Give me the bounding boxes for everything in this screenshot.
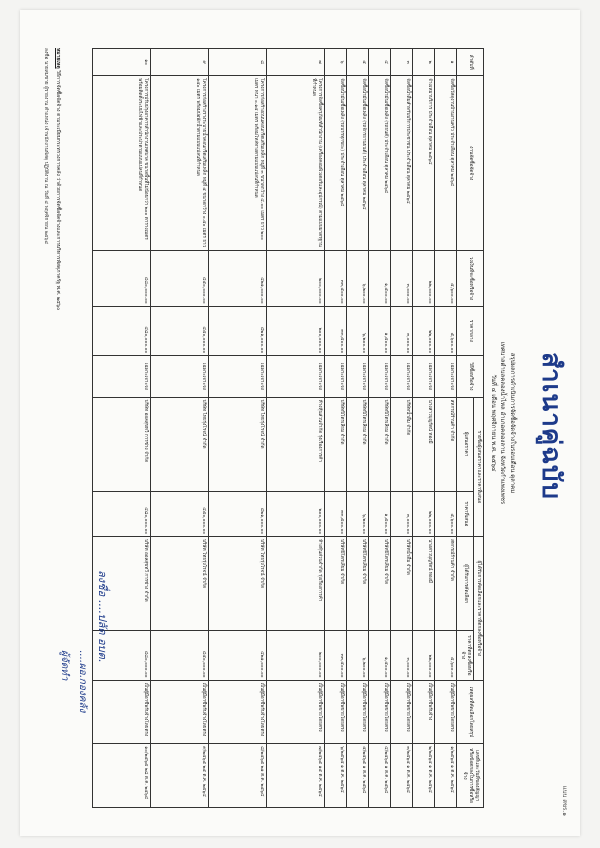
- col-bidders: รายชื่อผู้เสนอราคาและราคาที่เสนอ: [473, 397, 483, 536]
- cell-win-price: ๒๒,๐๐๐.๐๐: [412, 631, 434, 681]
- cell-median: ๒๐๐,๐๐๐.๐๐: [266, 306, 324, 356]
- cell-bid-price: ๒๐๐,๐๐๐.๐๐: [266, 491, 324, 536]
- cell-budget: ๒๐๐,๐๐๐.๐๐: [266, 251, 324, 307]
- cell-bidder: บริษัท ออลสุขทวี การช่าง จำกัด: [92, 397, 150, 491]
- cell-bidder: บริษัทปิโตรเลียม จำกัด: [324, 397, 346, 491]
- cell-median: ๑,๕๐๐.๐๐: [368, 306, 390, 356]
- cell-method: เฉพาะเจาะจง: [346, 356, 368, 397]
- table-row: [412, 49, 434, 808]
- cell-reason: เป็นผู้มีอาชีพขายโดยตรง: [324, 680, 346, 744]
- cell-contract: ๘/๒๕๖๕ ๒๑ ต.ค. ๒๕๖๔: [208, 744, 266, 808]
- cell-item: จัดซื้อวัสดุงานบ้านงานครัว ประจำเดือน ตุลาคม ๒๕๖๔: [434, 76, 456, 251]
- cell-seq: ๘: [208, 49, 266, 76]
- cell-seq: ๓: [390, 49, 412, 76]
- cell-winner: บริษัทปิโตรเลียม จำกัด: [368, 537, 390, 631]
- cell-method: เฉพาะเจาะจง: [150, 356, 208, 397]
- cell-median: ๖,๒๐๐.๐๐: [346, 306, 368, 356]
- cell-win-price: ๓,๐๐๐.๐๐: [390, 631, 412, 681]
- cell-contract: ๓/๒๕๖๕ ๑ ต.ค. ๒๕๖๔: [390, 744, 412, 808]
- cell-bid-price: ๓๓,๕๐๐.๐๐: [324, 491, 346, 536]
- cell-seq: ๔: [368, 49, 390, 76]
- cell-budget: ๕,๖๐๐.๐๐: [434, 251, 456, 307]
- table-row: [368, 49, 390, 808]
- cell-winner: บริษัทปิโตรเลียม จำกัด: [346, 537, 368, 631]
- cell-method: เฉพาะเจาะจง: [324, 356, 346, 397]
- document-sheet: [20, 10, 580, 836]
- cell-bid-price: ๖,๒๐๐.๐๐: [346, 491, 368, 536]
- col-reason: เหตุผลที่คัดเลือกโดยสรุป: [456, 680, 483, 744]
- cell-contract: ๗/๒๕๖๕ ๑๕ ต.ค. ๒๕๖๔: [266, 744, 324, 808]
- cell-budget: ๖,๒๐๐.๐๐: [346, 251, 368, 307]
- cell-item: จัดซื้อน้ำดื่มสำหรับบริการประชาชน ประจำเดือน ตุลาคม ๒๕๖๔: [390, 76, 412, 251]
- cell-method: เฉพาะเจาะจง: [412, 356, 434, 397]
- cell-seq: ๙: [150, 49, 208, 76]
- cell-seq: ๒: [412, 49, 434, 76]
- cell-method: เฉพาะเจาะจง: [434, 356, 456, 397]
- table-row: [390, 49, 412, 808]
- cell-bid-price: ๒๒,๐๐๐.๐๐: [412, 491, 434, 536]
- col-bidder-name: ผู้เสนอราคา: [456, 397, 473, 491]
- cell-bidder: นางสาวบุญรัตน์ ทองมี: [412, 397, 434, 491]
- table-row: [208, 49, 266, 808]
- col-win-price: ราคาที่ตกลงซื้อหรือจ้าง: [456, 631, 473, 681]
- table-row: [346, 49, 368, 808]
- cell-win-price: ๖,๒๐๐.๐๐: [346, 631, 368, 681]
- cell-winner: บริษัทปิโตรเลียม จำกัด: [324, 537, 346, 631]
- cell-item: จัดซื้อน้ำมันเชื้อเพลิง (รถยนต์) ประจำเดือน ตุลาคม ๒๕๖๔: [368, 76, 390, 251]
- footer-line: ลงชื่อ นายสมชาย ผู้รายงาน ตำแหน่ง เจ้าพนักงานพัสดุ ปฏิบัติงาน ณ วันที่ ๔ พฤศจิกายน ๒๕๖๔: [43, 48, 48, 245]
- col-seq: ลำดับที่: [456, 49, 483, 76]
- table-row: [324, 49, 346, 808]
- col-contract: เลขที่และวันที่ของสัญญาหรือข้อตกลงในการซื้อหรือจ้าง: [456, 744, 483, 808]
- cell-win-price: ๔๒๑,๐๐๐.๐๐: [208, 631, 266, 681]
- cell-median: ๒๒,๐๐๐.๐๐: [412, 306, 434, 356]
- cell-bidder: บริษัทปิโตรเลียม จำกัด: [346, 397, 368, 491]
- table-row: [92, 49, 150, 808]
- cell-bidder: สหกรณ์ร้านค้า จำกัด: [434, 397, 456, 491]
- report-date: วันที่ ๔ เดือน พฤศจิกายน พ.ศ. ๒๕๖๔: [490, 374, 497, 472]
- summary-title: สรุปผลการดำเนินการจัดซื้อจัดจ้างในรอบเดือน ตุลาคม: [509, 352, 516, 494]
- cell-median: ๕,๖๐๐.๐๐: [434, 306, 456, 356]
- cell-contract: ๕/๒๕๖๕ ๑ ต.ค. ๒๕๖๔: [346, 744, 368, 808]
- cell-win-price: ๕,๖๐๐.๐๐: [434, 631, 456, 681]
- table-body: [92, 49, 456, 808]
- cell-method: เฉพาะเจาะจง: [368, 356, 390, 397]
- cell-median: ๔๒๑,๐๐๐.๐๐: [208, 306, 266, 356]
- cell-budget: ๓,๐๐๐.๐๐: [390, 251, 412, 307]
- cell-reason: เป็นผู้มีอาชีพขายโดยตรง: [266, 680, 324, 744]
- note: [54, 48, 62, 310]
- cell-method: เฉพาะเจาะจง: [208, 356, 266, 397]
- cell-reason: เป็นผู้มีอาชีพขายโดยตรง: [434, 680, 456, 744]
- cell-item: โครงการก่อสร้างถนนคอนกรีตเสริมเหล็ก หมู่ที่ ๓ ขนาดกว้าง ๔.๐๐ เมตร ยาว ๒๐๐ เมตร หนา ๐.๑๕ เมตร พร้อมไหล่ทางตามแบบแปลนที่กำหนด: [208, 76, 266, 251]
- col-winner: ผู้ได้รับการคัดเลือกและราคาที่ตกลงซื้อหรือจ้าง: [473, 537, 483, 681]
- cell-reason: เป็นผู้มีอาชีพรับจ้าง: [412, 680, 434, 744]
- cell-win-price: ๔๘๐,๐๐๐.๐๐: [92, 631, 150, 681]
- cell-bid-price: ๔๘๐,๐๐๐.๐๐: [92, 491, 150, 536]
- cell-bid-price: ๓,๐๐๐.๐๐: [390, 491, 412, 536]
- cell-bidder: ห้างหุ้นส่วนจำกัด รุ่งเรืองการค้า: [266, 397, 324, 491]
- col-method: วิธีซื้อหรือจ้าง: [456, 356, 483, 397]
- cell-item: โครงการปรับปรุงอาคารสำนักงานเทศบาล ขนาดพื้นที่ไม่น้อยกว่า ๒๐๐ ตารางเมตร พร้อมติดตั้งระบบไฟฟ้าและประปาตามแบบแปลนที่กำหนด: [92, 76, 150, 251]
- cell-winner: ห้างหุ้นส่วนจำกัด รุ่งเรืองการค้า: [266, 537, 324, 631]
- cell-method: เฉพาะเจาะจง: [390, 356, 412, 397]
- cell-seq: ๗: [266, 49, 324, 76]
- cell-winner: บริษัท ไทยรุ่งโรจน์ จำกัด: [150, 537, 208, 631]
- procurement-table: [92, 48, 484, 808]
- cell-contract: ๖/๒๕๖๕ ๑ ต.ค. ๒๕๖๔: [324, 744, 346, 808]
- cell-winner: นางสาวบุญรัตน์ ทองมี: [412, 537, 434, 631]
- copy-stamp: สำเนาคู่ฉบับ: [536, 352, 566, 500]
- cell-win-price: ๑,๕๐๐.๐๐: [368, 631, 390, 681]
- cell-contract: ๒/๒๕๖๕ ๑ ต.ค. ๒๕๖๔: [412, 744, 434, 808]
- cell-item: จัดซื้อน้ำมันเชื้อเพลิง (รถบรรทุกขยะ) ประจำเดือน ตุลาคม ๒๕๖๔: [324, 76, 346, 251]
- table-row: [266, 49, 324, 808]
- cell-budget: ๓๓,๕๐๐.๐๐: [324, 251, 346, 307]
- cell-bid-price: ๕,๖๐๐.๐๐: [434, 491, 456, 536]
- note-label: หมายเหตุ: [55, 48, 61, 69]
- col-budget: วงเงินที่จะซื้อหรือจ้าง: [456, 251, 483, 307]
- cell-reason: เป็นผู้มีอาชีพรับจ้างโดยตรง: [208, 680, 266, 744]
- signature-3: ผู้จัดทำ: [59, 650, 70, 681]
- cell-bid-price: ๔๒๑,๐๐๐.๐๐: [208, 491, 266, 536]
- cell-median: ๔๕๐,๐๐๐.๐๐: [150, 306, 208, 356]
- cell-method: เฉพาะเจาะจง: [266, 356, 324, 397]
- cell-budget: ๔๘๐,๐๐๐.๐๐: [92, 251, 150, 307]
- cell-reason: เป็นผู้มีอาชีพรับจ้างโดยตรง: [150, 680, 208, 744]
- col-item: งานจัดซื้อจัดจ้าง: [456, 76, 483, 251]
- cell-item: โครงการก่อสร้างรางระบายน้ำคอนกรีตเสริมเหล็ก หมู่ที่ ๕ ขนาดกว้าง ๐.๕๐ เมตร ยาว ๑๕๐ เมตร พร้อมบ่อพักน้ำตามแบบแปลนที่กำหนด: [150, 76, 208, 251]
- cell-budget: ๔๒๑,๐๐๐.๐๐: [208, 251, 266, 307]
- cell-bidder: บริษัทน้ำดื่ม จำกัด: [390, 397, 412, 491]
- cell-item: จัดซื้อน้ำมันเชื้อเพลิง (รถจักรยานยนต์) ประจำเดือน ตุลาคม ๒๕๖๔: [346, 76, 368, 251]
- landscape-page: [20, 10, 580, 836]
- cell-win-price: ๔๕๐,๐๐๐.๐๐: [150, 631, 208, 681]
- col-winner-name: ผู้ได้รับการคัดเลือก: [456, 537, 473, 631]
- col-median: ราคากลาง: [456, 306, 483, 356]
- signature-1: ลงชื่อ ....ปลัด อบต.: [96, 570, 109, 663]
- cell-bidder: บริษัทปิโตรเลียม จำกัด: [368, 397, 390, 491]
- cell-seq: ๖: [324, 49, 346, 76]
- cell-reason: เป็นผู้มีอาชีพรับจ้างโดยตรง: [92, 680, 150, 744]
- cell-budget: ๑,๕๐๐.๐๐: [368, 251, 390, 307]
- cell-item: จ้างเหมาบริการ ประจำเดือน ตุลาคม ๒๕๖๔: [412, 76, 434, 251]
- form-code: แบบ สขร.๑: [561, 785, 568, 816]
- agency-line: เทศบาลตำบลคลองน้ำไหล อำเภอคลองลาน จังหวัดกำแพงเพชร: [499, 341, 506, 505]
- cell-median: ๓,๐๐๐.๐๐: [390, 306, 412, 356]
- note-text: วิธีการจัดซื้อจัดจ้าง ตามระเบียบกระทรวงการคลัง ว่าด้วยการจัดซื้อจัดจ้างและการบริหารพัสดุภาครัฐ พ.ศ. ๒๕๖๐: [55, 70, 61, 311]
- col-bid-price: ราคาที่เสนอ: [456, 491, 473, 536]
- cell-budget: ๒๒,๐๐๐.๐๐: [412, 251, 434, 307]
- table-row: [150, 49, 208, 808]
- cell-median: ๓๓,๕๐๐.๐๐: [324, 306, 346, 356]
- cell-contract: ๙/๒๕๖๕ ๒๕ ต.ค. ๒๕๖๔: [150, 744, 208, 808]
- cell-item: โครงการจัดซื้อครุภัณฑ์สำนักงาน (เครื่องคอมพิวเตอร์และอุปกรณ์) ตามแบบมาตรฐานที่กำหนด: [266, 76, 324, 251]
- table-row: [434, 49, 456, 808]
- cell-reason: เป็นผู้มีอาชีพขายโดยตรง: [390, 680, 412, 744]
- cell-seq: ๑๐: [92, 49, 150, 76]
- cell-method: เฉพาะเจาะจง: [92, 356, 150, 397]
- cell-contract: ๔/๒๕๖๕ ๑ ต.ค. ๒๕๖๔: [368, 744, 390, 808]
- cell-winner: บริษัท ไทยรุ่งโรจน์ จำกัด: [208, 537, 266, 631]
- cell-contract: ๑/๒๕๖๕ ๑ ต.ค. ๒๕๖๔: [434, 744, 456, 808]
- cell-win-price: ๓๓,๕๐๐.๐๐: [324, 631, 346, 681]
- cell-budget: ๔๕๐,๐๐๐.๐๐: [150, 251, 208, 307]
- cell-seq: ๑: [434, 49, 456, 76]
- cell-bid-price: ๔๕๐,๐๐๐.๐๐: [150, 491, 208, 536]
- cell-win-price: ๒๐๐,๐๐๐.๐๐: [266, 631, 324, 681]
- cell-winner: บริษัท ออลสุขทวี การช่าง จำกัด: [92, 537, 150, 631]
- cell-bidder: บริษัท ไทยรุ่งโรจน์ จำกัด: [150, 397, 208, 491]
- cell-contract: ๑๐/๒๕๖๕ ๒๘ ต.ค. ๒๕๖๔: [92, 744, 150, 808]
- cell-bid-price: ๑,๕๐๐.๐๐: [368, 491, 390, 536]
- cell-median: ๔๘๐,๐๐๐.๐๐: [92, 306, 150, 356]
- cell-winner: บริษัทน้ำดื่ม จำกัด: [390, 537, 412, 631]
- cell-seq: ๕: [346, 49, 368, 76]
- cell-bidder: บริษัท ไทยรุ่งโรจน์ จำกัด: [208, 397, 266, 491]
- cell-winner: สหกรณ์ร้านค้า จำกัด: [434, 537, 456, 631]
- cell-reason: เป็นผู้มีอาชีพขายโดยตรง: [368, 680, 390, 744]
- cell-reason: เป็นผู้มีอาชีพขายโดยตรง: [346, 680, 368, 744]
- signature-2: ....ผอ.กองคลัง: [77, 650, 88, 713]
